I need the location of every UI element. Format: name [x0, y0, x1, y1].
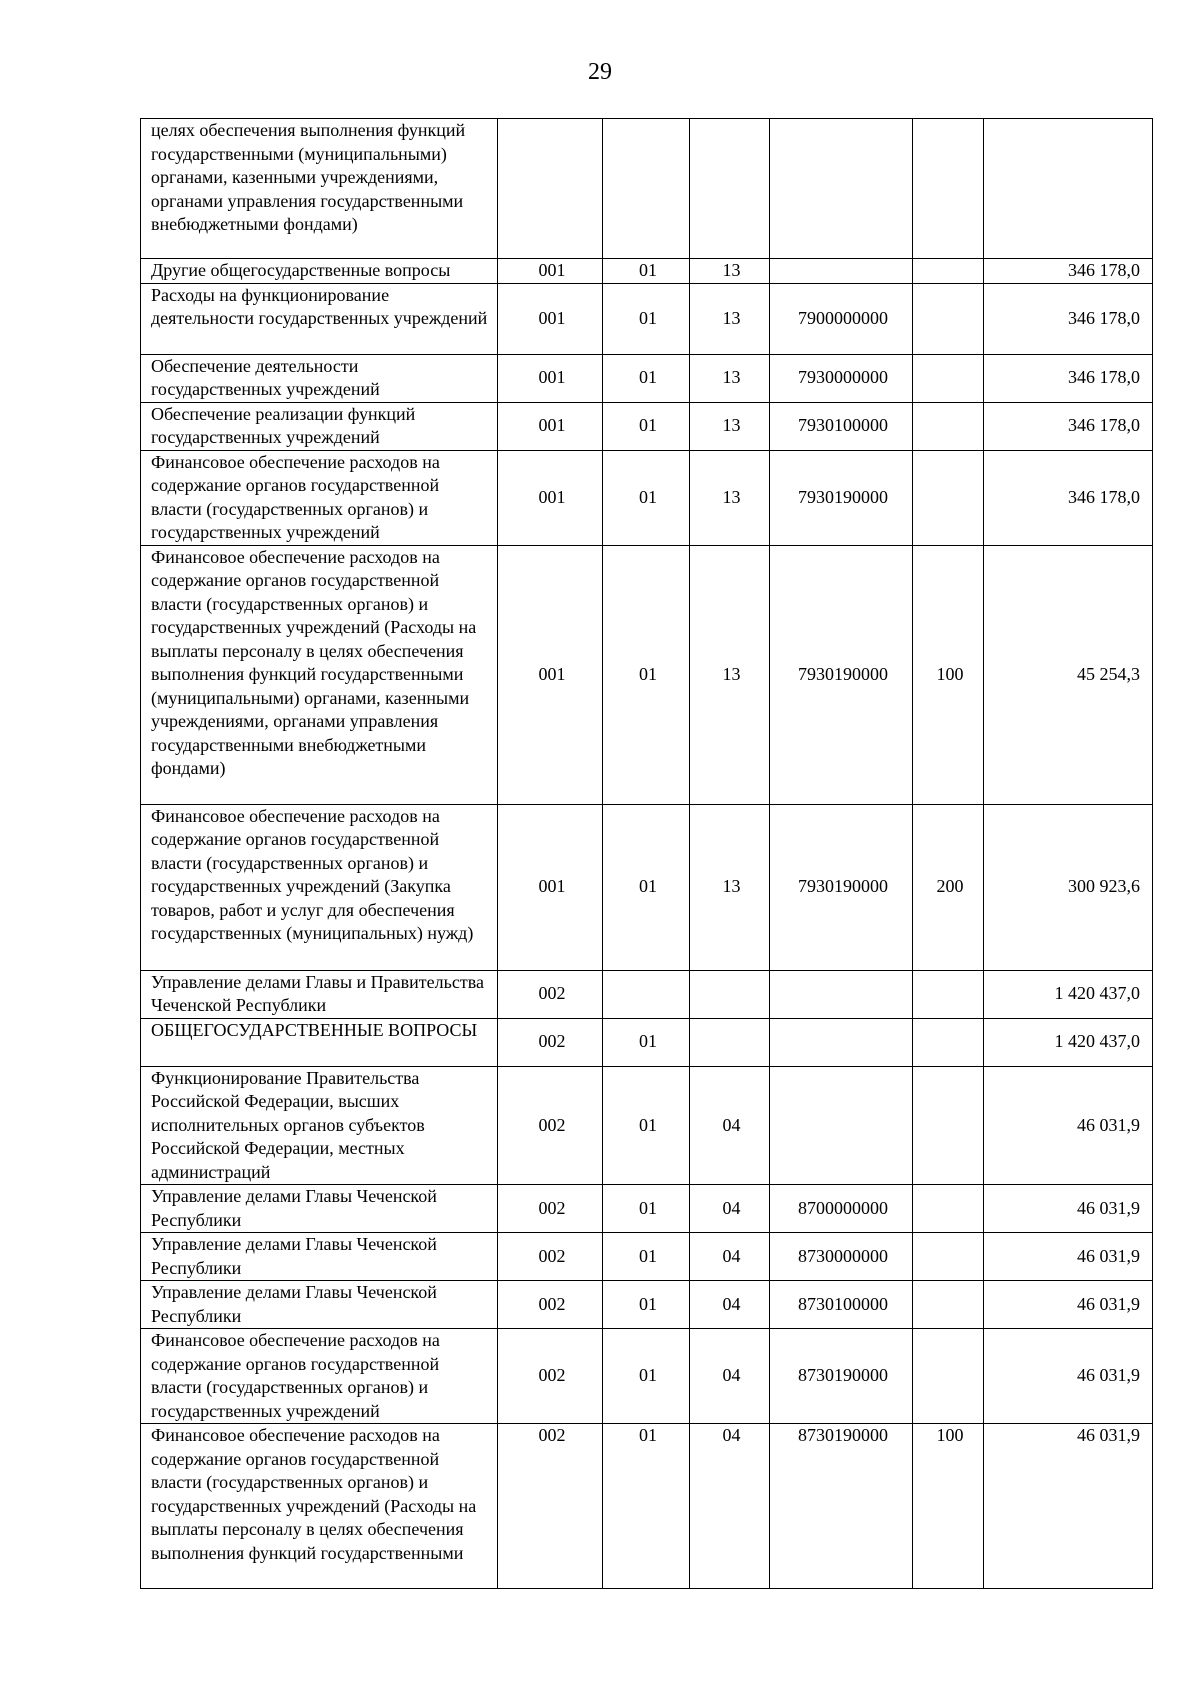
row-csr-cell	[770, 119, 913, 259]
table-row	[141, 119, 1153, 259]
row-rz-cell: 01	[603, 354, 690, 402]
row-name-cell: Финансовое обеспечение расходов на содержание органов государственной власти (государственных органов) и государственных учреждений (Расходы на выплаты персоналу в целях обеспечения выполнения функций государственными (муниципальными) органами, казенными учреждениями, органами управления государственными внебюджетными фондами)	[141, 545, 498, 804]
budget-table	[140, 118, 1153, 1589]
row-vr-cell	[913, 1066, 984, 1185]
row-name-cell: Управление делами Главы Чеченской Республики	[141, 1281, 498, 1329]
row-name-cell: ОБЩЕГОСУДАРСТВЕННЫЕ ВОПРОСЫ	[141, 1018, 498, 1066]
row-csr-cell: 7930100000	[770, 402, 913, 450]
row-sum-cell: 300 923,6	[984, 804, 1153, 970]
row-ved-cell: 001	[498, 402, 603, 450]
row-ved-cell: 002	[498, 1066, 603, 1185]
row-ved-cell: 002	[498, 1233, 603, 1281]
budget-table-body	[141, 119, 1153, 1589]
row-sum-cell: 1 420 437,0	[984, 1018, 1153, 1066]
row-csr-cell	[770, 970, 913, 1018]
row-name-cell: Финансовое обеспечение расходов на содержание органов государственной власти (государственных органов) и государственных учреждений (Закупка товаров, работ и услуг для обеспечения государственных (муниципальных) нужд)	[141, 804, 498, 970]
row-csr-cell: 8730000000	[770, 1233, 913, 1281]
row-sum-cell: 346 178,0	[984, 354, 1153, 402]
row-sum-cell: 46 031,9	[984, 1424, 1153, 1589]
row-sum-cell: 346 178,0	[984, 283, 1153, 354]
row-vr-cell	[913, 354, 984, 402]
row-pr-cell: 13	[690, 402, 770, 450]
row-rz-cell: 01	[603, 450, 690, 545]
row-pr-cell	[690, 970, 770, 1018]
row-vr-cell: 100	[913, 545, 984, 804]
row-ved-cell: 002	[498, 1281, 603, 1329]
row-pr-cell: 04	[690, 1066, 770, 1185]
row-vr-cell	[913, 450, 984, 545]
table-row	[141, 402, 1153, 450]
row-sum-cell: 1 420 437,0	[984, 970, 1153, 1018]
row-sum-cell: 46 031,9	[984, 1233, 1153, 1281]
row-sum-cell: 45 254,3	[984, 545, 1153, 804]
row-csr-cell	[770, 1066, 913, 1185]
row-sum-cell: 346 178,0	[984, 402, 1153, 450]
row-rz-cell: 01	[603, 1329, 690, 1424]
row-vr-cell	[913, 1233, 984, 1281]
row-rz-cell	[603, 119, 690, 259]
row-rz-cell: 01	[603, 283, 690, 354]
table-row	[141, 283, 1153, 354]
row-pr-cell: 04	[690, 1281, 770, 1329]
table-row	[141, 1329, 1153, 1424]
row-rz-cell: 01	[603, 1185, 690, 1233]
row-name-cell: Управление делами Главы и Правительства Чеченской Республики	[141, 970, 498, 1018]
row-pr-cell	[690, 1018, 770, 1066]
row-ved-cell: 001	[498, 804, 603, 970]
table-row	[141, 545, 1153, 804]
row-vr-cell	[913, 1329, 984, 1424]
row-csr-cell: 8730100000	[770, 1281, 913, 1329]
row-ved-cell: 002	[498, 1424, 603, 1589]
row-name-cell: Расходы на функционирование деятельности государственных учреждений	[141, 283, 498, 354]
row-csr-cell	[770, 1018, 913, 1066]
table-row	[141, 354, 1153, 402]
row-sum-cell: 46 031,9	[984, 1066, 1153, 1185]
row-rz-cell: 01	[603, 804, 690, 970]
row-name-cell: Финансовое обеспечение расходов на содержание органов государственной власти (государственных органов) и государственных учреждений (Расходы на выплаты персоналу в целях обеспечения выполнения функций государственными	[141, 1424, 498, 1589]
row-sum-cell: 46 031,9	[984, 1281, 1153, 1329]
row-sum-cell: 46 031,9	[984, 1185, 1153, 1233]
row-sum-cell: 46 031,9	[984, 1329, 1153, 1424]
row-rz-cell	[603, 970, 690, 1018]
table-row	[141, 1233, 1153, 1281]
row-vr-cell	[913, 1018, 984, 1066]
row-vr-cell: 100	[913, 1424, 984, 1589]
row-sum-cell: 346 178,0	[984, 450, 1153, 545]
row-ved-cell: 002	[498, 1329, 603, 1424]
row-csr-cell: 7930190000	[770, 450, 913, 545]
row-ved-cell: 002	[498, 1018, 603, 1066]
row-csr-cell: 8700000000	[770, 1185, 913, 1233]
table-row	[141, 1018, 1153, 1066]
row-name-cell: Финансовое обеспечение расходов на содержание органов государственной власти (государственных органов) и государственных учреждений	[141, 1329, 498, 1424]
row-pr-cell: 13	[690, 259, 770, 284]
table-row	[141, 259, 1153, 284]
table-row	[141, 804, 1153, 970]
row-ved-cell: 001	[498, 283, 603, 354]
table-row	[141, 1066, 1153, 1185]
row-vr-cell	[913, 283, 984, 354]
row-pr-cell: 13	[690, 545, 770, 804]
row-name-cell: Функционирование Правительства Российской Федерации, высших исполнительных органов субъектов Российской Федерации, местных администраций	[141, 1066, 498, 1185]
row-vr-cell	[913, 1185, 984, 1233]
row-vr-cell	[913, 402, 984, 450]
table-row	[141, 1281, 1153, 1329]
row-pr-cell: 04	[690, 1185, 770, 1233]
row-vr-cell: 200	[913, 804, 984, 970]
row-rz-cell: 01	[603, 1424, 690, 1589]
table-row	[141, 970, 1153, 1018]
row-pr-cell: 04	[690, 1233, 770, 1281]
row-pr-cell: 13	[690, 354, 770, 402]
row-name-cell: целях обеспечения выполнения функций государственными (муниципальными) органами, казенными учреждениями, органами управления государственными внебюджетными фондами)	[141, 119, 498, 259]
row-vr-cell	[913, 970, 984, 1018]
row-rz-cell: 01	[603, 1281, 690, 1329]
row-name-cell: Управление делами Главы Чеченской Республики	[141, 1233, 498, 1281]
row-ved-cell	[498, 119, 603, 259]
row-vr-cell	[913, 259, 984, 284]
row-csr-cell: 7900000000	[770, 283, 913, 354]
page-number: 29	[588, 59, 612, 85]
row-vr-cell	[913, 119, 984, 259]
table-row	[141, 450, 1153, 545]
row-ved-cell: 001	[498, 545, 603, 804]
table-row	[141, 1185, 1153, 1233]
row-pr-cell	[690, 119, 770, 259]
row-name-cell: Обеспечение деятельности государственных учреждений	[141, 354, 498, 402]
row-sum-cell	[984, 119, 1153, 259]
row-vr-cell	[913, 1281, 984, 1329]
row-csr-cell: 7930190000	[770, 804, 913, 970]
row-csr-cell: 7930190000	[770, 545, 913, 804]
row-rz-cell: 01	[603, 545, 690, 804]
row-ved-cell: 001	[498, 354, 603, 402]
row-csr-cell: 7930000000	[770, 354, 913, 402]
row-name-cell: Финансовое обеспечение расходов на содержание органов государственной власти (государственных органов) и государственных учреждений	[141, 450, 498, 545]
row-rz-cell: 01	[603, 1066, 690, 1185]
row-pr-cell: 13	[690, 283, 770, 354]
row-name-cell: Другие общегосударственные вопросы	[141, 259, 498, 284]
row-sum-cell: 346 178,0	[984, 259, 1153, 284]
row-rz-cell: 01	[603, 259, 690, 284]
row-rz-cell: 01	[603, 1233, 690, 1281]
row-ved-cell: 002	[498, 1185, 603, 1233]
table-row	[141, 1424, 1153, 1589]
row-pr-cell: 04	[690, 1329, 770, 1424]
row-csr-cell: 8730190000	[770, 1424, 913, 1589]
row-ved-cell: 001	[498, 450, 603, 545]
row-csr-cell	[770, 259, 913, 284]
row-pr-cell: 13	[690, 804, 770, 970]
row-name-cell: Обеспечение реализации функций государственных учреждений	[141, 402, 498, 450]
row-pr-cell: 04	[690, 1424, 770, 1589]
row-rz-cell: 01	[603, 1018, 690, 1066]
row-ved-cell: 001	[498, 259, 603, 284]
row-csr-cell: 8730190000	[770, 1329, 913, 1424]
row-ved-cell: 002	[498, 970, 603, 1018]
row-rz-cell: 01	[603, 402, 690, 450]
row-name-cell: Управление делами Главы Чеченской Республики	[141, 1185, 498, 1233]
row-pr-cell: 13	[690, 450, 770, 545]
